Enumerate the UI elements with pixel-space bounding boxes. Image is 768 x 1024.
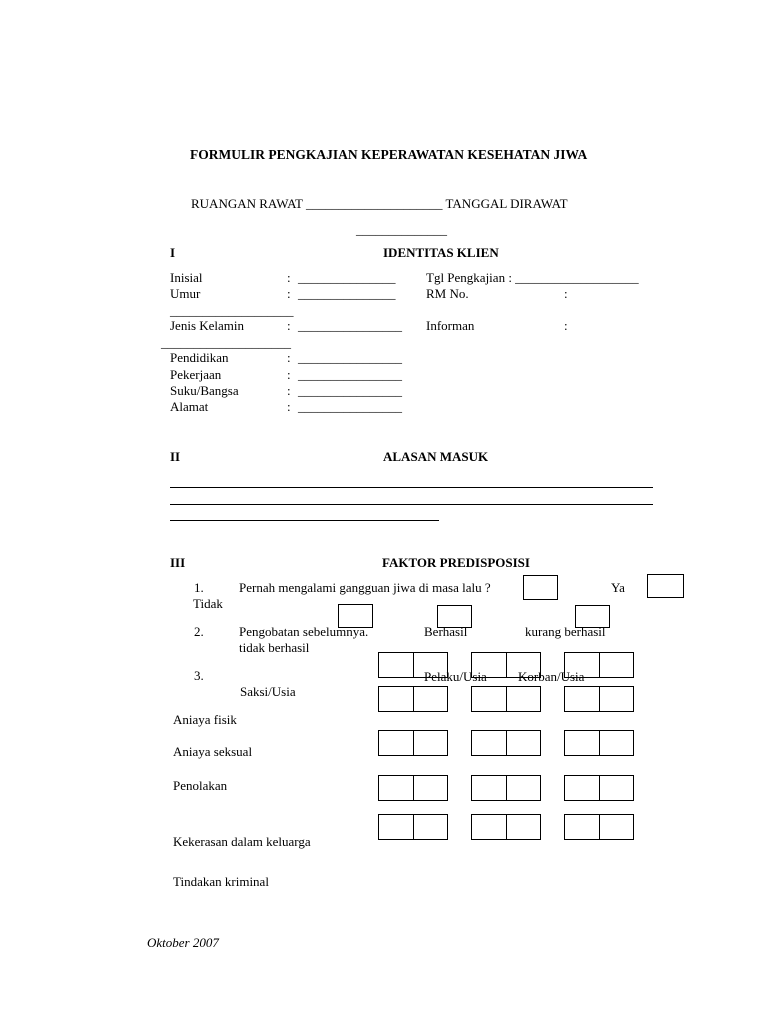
rm-no-field[interactable]: ___________________ xyxy=(170,303,294,318)
ruangan-rawat-field[interactable]: RUANGAN RAWAT _____________________ TANGGAL DIRAWAT xyxy=(191,196,568,211)
colon: : xyxy=(287,383,291,398)
label-suku-bangsa: Suku/Bangsa xyxy=(170,383,239,398)
tgl-pengkajian-field[interactable]: Tgl Pengkajian : ___________________ xyxy=(426,270,639,285)
q2-tidak-berhasil-label: tidak berhasil xyxy=(239,640,310,655)
row-label-penolakan: Penolakan xyxy=(173,778,228,793)
section-3-heading: FAKTOR PREDISPOSISI xyxy=(382,555,530,570)
section-1-number: I xyxy=(170,245,176,260)
alamat-field[interactable]: ________________ xyxy=(298,399,402,414)
pekerjaan-field[interactable]: ________________ xyxy=(298,367,402,382)
jenis-kelamin-field[interactable]: ________________ xyxy=(298,318,402,333)
colon: : xyxy=(564,318,568,333)
row-label-aniaya-seksual: Aniaya seksual xyxy=(173,744,253,759)
q2-text: Pengobatan sebelumnya. xyxy=(239,624,369,639)
umur-field[interactable]: _______________ xyxy=(298,286,396,301)
q1-text: Pernah mengalami gangguan jiwa di masa lalu ? xyxy=(239,580,491,595)
q3-row0-pelaku-boxes[interactable] xyxy=(378,652,448,678)
q3-row1-saksi-boxes[interactable] xyxy=(564,686,634,712)
section-3-number: III xyxy=(170,555,186,570)
q3-row2-saksi-boxes[interactable] xyxy=(564,730,634,756)
q2-berhasil-label: Berhasil xyxy=(424,624,468,639)
q3-number: 3. xyxy=(194,668,204,683)
q3-saksi-usia-label: Saksi/Usia xyxy=(240,684,296,699)
colon: : xyxy=(287,286,291,301)
pendidikan-field[interactable]: ________________ xyxy=(298,350,402,365)
suku-bangsa-field[interactable]: ________________ xyxy=(298,383,402,398)
q3-row3-korban-boxes[interactable] xyxy=(471,775,541,801)
section-1-heading: IDENTITAS KLIEN xyxy=(383,245,499,260)
q1-ya-label: Ya xyxy=(611,580,625,595)
tanggal-dirawat-blank[interactable]: ______________ xyxy=(356,222,447,237)
q2-kurang-berhasil-label: kurang berhasil xyxy=(525,624,606,639)
alasan-masuk-line-1[interactable] xyxy=(170,487,653,488)
colon: : xyxy=(287,270,291,285)
q3-row0-korban-boxes[interactable] xyxy=(471,652,541,678)
q3-korban-usia-label: Korban/Usia xyxy=(518,669,585,684)
colon: : xyxy=(287,399,291,414)
colon: : xyxy=(287,367,291,382)
q3-row2-pelaku-boxes[interactable] xyxy=(378,730,448,756)
row-label-kekerasan-keluarga: Kekerasan dalam keluarga xyxy=(173,834,311,849)
q3-row4-pelaku-boxes[interactable] xyxy=(378,814,448,840)
label-jenis-kelamin: Jenis Kelamin xyxy=(170,318,245,333)
q3-pelaku-usia-label: Pelaku/Usia xyxy=(424,669,487,684)
inisial-field[interactable]: _______________ xyxy=(298,270,396,285)
row-label-tindakan-kriminal: Tindakan kriminal xyxy=(173,874,269,889)
q3-row1-korban-boxes[interactable] xyxy=(471,686,541,712)
section-2-heading: ALASAN MASUK xyxy=(383,449,489,464)
q2-number: 2. xyxy=(194,624,204,639)
colon: : xyxy=(287,318,291,333)
colon: : xyxy=(564,286,568,301)
colon: : xyxy=(287,350,291,365)
q1-tidak-checkbox[interactable] xyxy=(647,574,684,598)
q3-row4-korban-boxes[interactable] xyxy=(471,814,541,840)
label-umur: Umur xyxy=(170,286,201,301)
q1-tidak-label: Tidak xyxy=(193,596,223,611)
q3-row0-saksi-boxes[interactable] xyxy=(564,652,634,678)
label-rm-no: RM No. xyxy=(426,286,469,301)
label-pendidikan: Pendidikan xyxy=(170,350,229,365)
label-alamat: Alamat xyxy=(170,399,209,414)
row-label-aniaya-fisik: Aniaya fisik xyxy=(173,712,237,727)
alasan-masuk-line-3[interactable] xyxy=(170,520,439,521)
alasan-masuk-line-2[interactable] xyxy=(170,504,653,505)
q3-row3-saksi-boxes[interactable] xyxy=(564,775,634,801)
q3-row1-pelaku-boxes[interactable] xyxy=(378,686,448,712)
form-title: FORMULIR PENGKAJIAN KEPERAWATAN KESEHATAN JIWA xyxy=(190,147,588,162)
label-pekerjaan: Pekerjaan xyxy=(170,367,222,382)
label-informan: Informan xyxy=(426,318,475,333)
label-inisial: Inisial xyxy=(170,270,203,285)
footer-date: Oktober 2007 xyxy=(147,935,219,950)
q3-row2-korban-boxes[interactable] xyxy=(471,730,541,756)
section-2-number: II xyxy=(170,449,181,464)
q1-ya-checkbox[interactable] xyxy=(523,575,558,600)
q3-row3-pelaku-boxes[interactable] xyxy=(378,775,448,801)
q1-number: 1. xyxy=(194,580,204,595)
informan-field[interactable]: ____________________ xyxy=(161,335,291,350)
q3-row4-saksi-boxes[interactable] xyxy=(564,814,634,840)
